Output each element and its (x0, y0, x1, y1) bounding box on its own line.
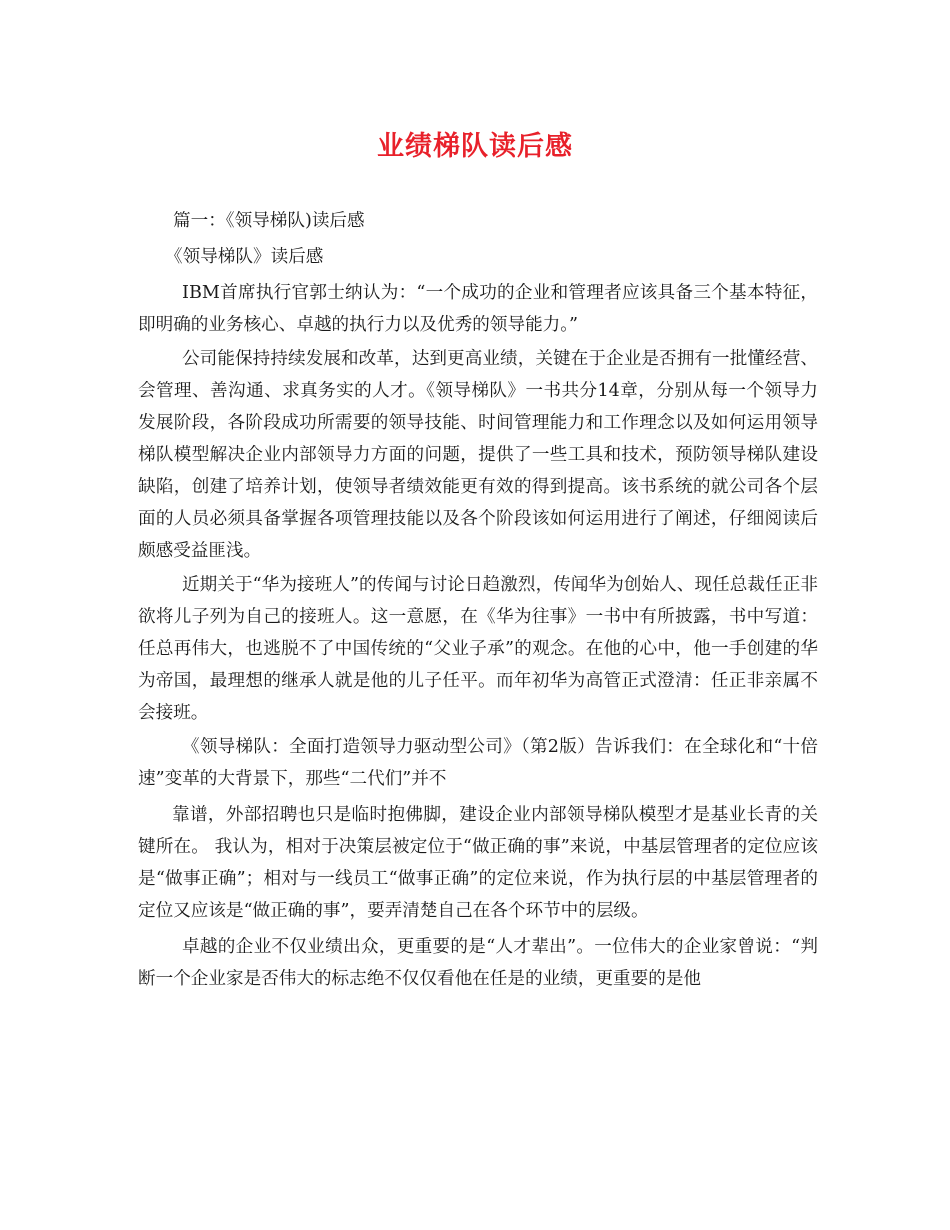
paragraph-2: 公司能保持持续发展和改革，达到更高业绩，关键在于企业是否拥有一批懂经营、会管理、善沟通、求真务实的人才。《领导梯队》一书共分14章，分别从每一个领导力发展阶段，各阶段成功所需要的领导技能、时间管理能力和工作理念以及如何运用领导梯队模型解决企业内部领导力方面的问题，提供了一些工具和技术，预防领导梯队建设缺陷，创建了培养计划，使领导者绩效能更有效的得到提高。该书系统的就公司各个层面的人员必须具备掌握各项管理技能以及各个阶段该如何运用进行了阐述，仔细阅读后颇感受益匪浅。 (138, 349, 818, 561)
section-heading: 篇一：《领导梯队)读后感 (173, 211, 365, 231)
paragraph-3: 近期关于“华为接班人”的传闻与讨论日趋激烈，传闻华为创始人、现任总裁任正非欲将儿子列为自己的接班人。这一意愿，在《华为往事》一书中有所披露，书中写道：任总再伟大，也逃脱不了中国传统的“父业子承”的观念。在他的心中，他一手创建的华为帝国，最理想的继承人就是他的儿子任平。而年初华为高管正式澄清：任正非亲属不会接班。 (138, 575, 818, 723)
paragraph-1: IBM首席执行官郭士纳认为：“一个成功的企业和管理者应该具备三个基本特征，即明确的业务核心、卓越的执行力以及优秀的领导能力。” (138, 283, 818, 335)
document-body (138, 205, 818, 995)
paragraph-6: 卓越的企业不仅业绩出众，更重要的是“人才辈出”。一位伟大的企业家曾说：“判断一个企业家是否伟大的标志绝不仅仅看他在任是的业绩，更重要的是他 (138, 937, 818, 989)
paragraph-4: 《领导梯队：全面打造领导力驱动型公司》（第2版）告诉我们：在全球化和“十倍速”变革的大背景下，那些“二代们”并不 (138, 737, 818, 789)
paragraph-5: 靠谱，外部招聘也只是临时抱佛脚，建设企业内部领导梯队模型才是基业长青的关键所在。 我认为，相对于决策层被定位于“做正确的事”来说，中基层管理者的定位应该是“做事正确”；相对与一线员工“做事正确”的定位来说，作为执行层的中基层管理者的定位又应该是“做正确的事”，要弄清楚自己在各个环节中的层级。 (138, 805, 818, 921)
page-title: 业绩梯队读后感 (377, 131, 573, 162)
section-subheading: 《领导梯队》读后感 (165, 247, 324, 267)
